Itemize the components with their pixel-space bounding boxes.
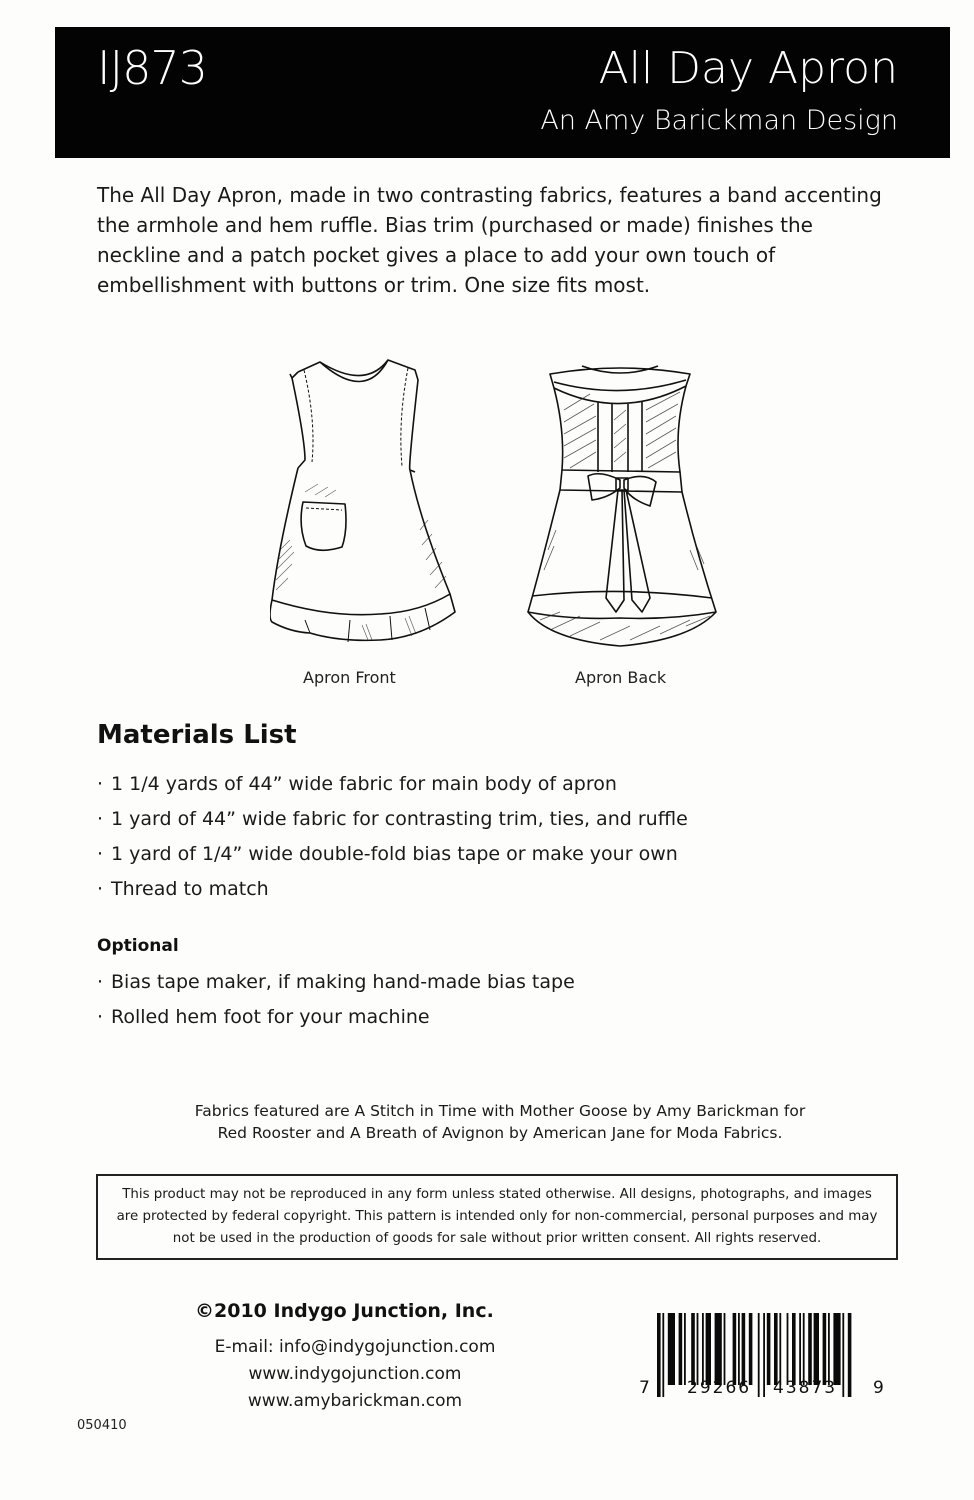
optional-list	[97, 968, 575, 1038]
upc-barcode	[639, 1310, 885, 1410]
bullet: ·	[97, 773, 104, 795]
barcode-bar	[657, 1313, 661, 1397]
lot-number: 050410	[77, 1418, 127, 1433]
materials-list	[97, 770, 688, 910]
copyright-notice-box: This product may not be reproduced in any form unless stated otherwise. All designs, photographs, and images are protected by federal copyright. This pattern is intended only for non-commercial, personal purposes and may not be used in the production of goods for sale without prior written consent. All rights reserved.	[96, 1174, 898, 1260]
barcode-bar	[848, 1313, 852, 1397]
barcode-bar	[679, 1313, 683, 1385]
pattern-title: All Day Apron	[598, 43, 898, 94]
barcode-bar	[828, 1313, 830, 1385]
barcode-bar	[715, 1313, 722, 1385]
bullet: ·	[97, 971, 104, 993]
bullet: ·	[97, 808, 104, 830]
barcode-lead-digit: 7	[639, 1378, 650, 1398]
list-item: · Bias tape maker, if making hand-made bias tape	[97, 968, 575, 1003]
apron-back-illustration	[520, 350, 720, 650]
optional-heading: Optional	[97, 936, 179, 956]
apron-front-caption: Apron Front	[303, 668, 396, 687]
list-item: · Rolled hem foot for your machine	[97, 1003, 575, 1038]
barcode-bar	[733, 1313, 737, 1385]
bullet: ·	[97, 1006, 104, 1028]
bullet: ·	[97, 878, 104, 900]
apron-front-illustration	[270, 350, 460, 650]
barcode-bar	[668, 1313, 675, 1385]
barcode-bar	[697, 1313, 699, 1385]
title-banner	[55, 27, 950, 158]
barcode-bar	[767, 1313, 771, 1385]
barcode-bar	[702, 1313, 704, 1385]
list-item: · 1 yard of 44” wide fabric for contrasting trim, ties, and ruffle	[97, 805, 688, 840]
barcode-bar	[758, 1313, 760, 1397]
barcode-bar	[803, 1313, 805, 1385]
email: E-mail: info@indygojunction.com	[214, 1337, 496, 1357]
barcode-bar	[842, 1313, 844, 1397]
list-item: · Thread to match	[97, 875, 688, 910]
list-item: · 1 1/4 yards of 44” wide fabric for main body of apron	[97, 770, 688, 805]
pattern-description: The All Day Apron, made in two contrasting fabrics, features a band accenting the armhole and hem ruffle. Bias trim (purchased or made) finishes the neckline and a patch pocket gives a place to add your own touch of embellishment with buttons or trim. One size fits most.	[97, 183, 882, 297]
designer-credit: An Amy Barickman Design	[540, 105, 898, 136]
barcode-bar	[742, 1313, 746, 1385]
fabrics-note: Fabrics featured are A Stitch in Time with Mother Goose by Amy Barickman for Red Rooster and A Breath of Avignon by American Jane for Moda Fabrics.	[194, 1102, 806, 1142]
website-link: www.amybarickman.com	[247, 1391, 463, 1411]
website-link: www.indygojunction.com	[248, 1364, 462, 1384]
list-item: · 1 yard of 1/4” wide double-fold bias tape or make your own	[97, 840, 688, 875]
barcode-bar	[749, 1313, 753, 1385]
barcode-bar	[833, 1313, 840, 1385]
materials-heading: Materials List	[97, 720, 297, 750]
barcode-bar	[792, 1313, 796, 1385]
barcode-bar	[691, 1313, 695, 1385]
barcode-bar	[808, 1313, 812, 1385]
barcode-bars	[645, 1310, 885, 1410]
barcode-bar	[814, 1313, 819, 1385]
barcode-bar	[706, 1313, 711, 1385]
barcode-bar	[724, 1313, 726, 1385]
barcode-bar	[774, 1313, 778, 1385]
barcode-check-digit: 9	[873, 1378, 884, 1398]
barcode-bar	[763, 1313, 765, 1397]
pattern-code: IJ873	[97, 41, 207, 95]
copyright-line: ©2010 Indygo Junction, Inc.	[195, 1300, 494, 1322]
apron-back-caption: Apron Back	[575, 668, 667, 687]
barcode-left-digits: 29266	[687, 1378, 752, 1398]
barcode-bar	[799, 1313, 801, 1385]
barcode-bar	[662, 1313, 664, 1397]
barcode-bar	[823, 1313, 827, 1385]
contact-info	[180, 1334, 530, 1415]
barcode-bar	[684, 1313, 686, 1385]
barcode-bar	[738, 1313, 740, 1385]
barcode-right-digits: 43873	[773, 1378, 838, 1398]
barcode-bar	[779, 1313, 781, 1385]
bullet: ·	[97, 843, 104, 865]
barcode-bar	[787, 1313, 789, 1385]
